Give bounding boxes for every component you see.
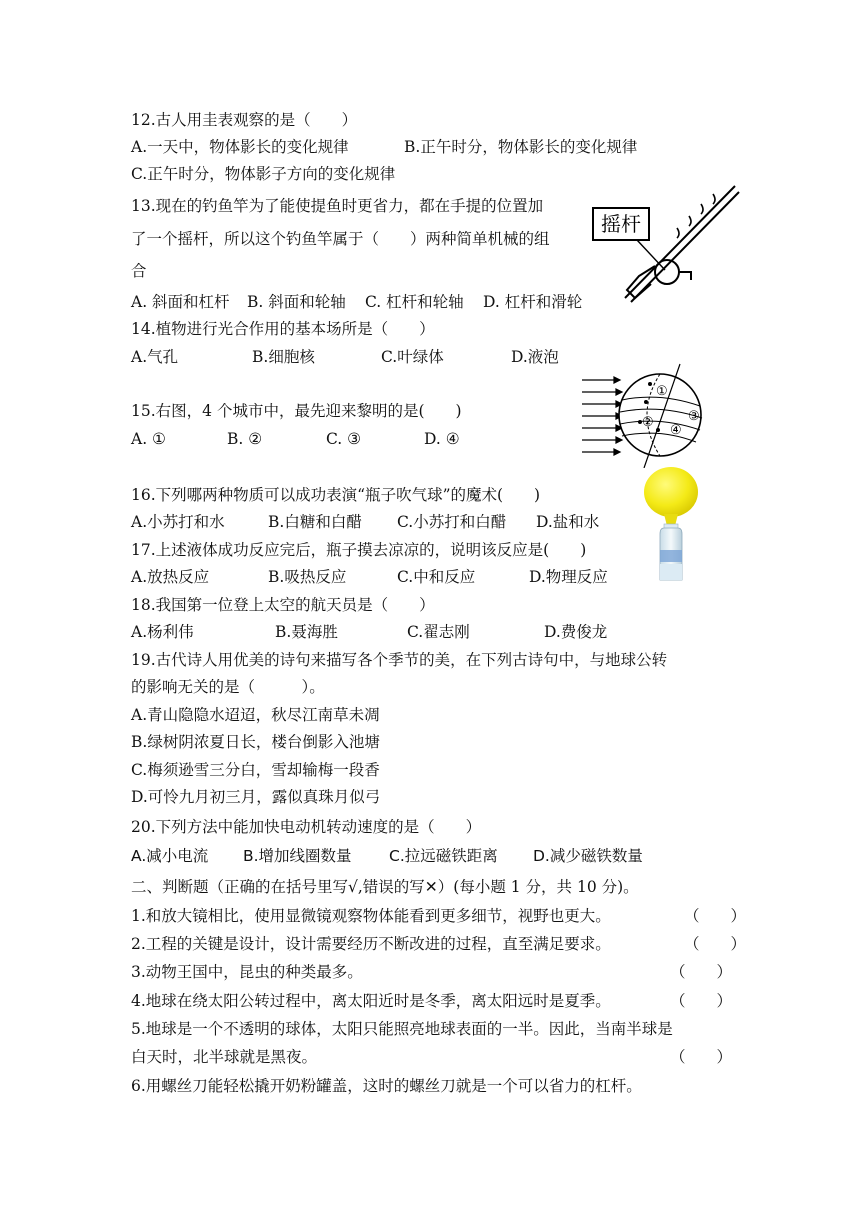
judge-answer-paren-4[interactable]: （ ）	[670, 992, 733, 1010]
judge-item-5-line2: 白天时，北半球就是黑夜。	[131, 1048, 318, 1066]
fishing-rod-figure	[585, 180, 745, 305]
q19-stem-line2: 的影响无关的是（ ）。	[131, 678, 325, 696]
q13-stem-line2: 了一个摇杆，所以这个钓鱼竿属于（ ）两种简单机械的组	[131, 230, 550, 248]
q17-stem: 17.上述液体成功反应完后，瓶子摸去凉凉的，说明该反应是( )	[131, 541, 587, 559]
q18-option-d: D.费俊龙	[544, 623, 608, 641]
q16-option-b: B.白糖和白醋	[268, 513, 362, 531]
q14-option-b: B.细胞核	[252, 348, 315, 366]
judge-answer-paren-2[interactable]: （ ）	[684, 935, 747, 953]
judge-item-6: 6.用螺丝刀能轻松撬开奶粉罐盖，这时的螺丝刀就是一个可以省力的杠杆。	[131, 1077, 642, 1095]
judge-item-5-line1: 5.地球是一个不透明的球体，太阳只能照亮地球表面的一半。因此，当南半球是	[131, 1020, 673, 1038]
globe-sunlight-figure	[578, 362, 718, 468]
q13-option-d: D. 杠杆和滑轮	[483, 293, 583, 311]
q16-stem: 16.下列哪两种物质可以成功表演“瓶子吹气球”的魔术( )	[131, 486, 541, 504]
q18-stem: 18.我国第一位登上太空的航天员是（ ）	[131, 596, 435, 614]
q15-option-d: D. ④	[424, 430, 460, 448]
q19-option-c: C.梅须逊雪三分白，雪却输梅一段香	[131, 761, 380, 779]
q15-stem: 15.右图，4 个城市中，最先迎来黎明的是( )	[131, 402, 462, 420]
q19-option-d: D.可怜九月初三月，露似真珠月似弓	[131, 788, 381, 806]
q17-option-b: B.吸热反应	[268, 568, 347, 586]
q15-option-b: B. ②	[227, 430, 263, 448]
q12-option-c: C.正午时分，物体影子方向的变化规律	[131, 165, 396, 183]
q20-option-a: A.减小电流	[131, 847, 209, 865]
q13-option-a: A. 斜面和杠杆	[131, 293, 230, 311]
q12-option-a: A.一天中，物体影长的变化规律	[131, 138, 349, 156]
q14-option-d: D.液泡	[511, 348, 559, 366]
q14-option-a: A.气孔	[131, 348, 179, 366]
q20-option-c: C.拉远磁铁距离	[389, 847, 498, 865]
q17-option-c: C.中和反应	[397, 568, 476, 586]
section2-heading: 二、判断题（正确的在括号里写√,错误的写✕）(每小题 1 分，共 10 分)。	[131, 878, 639, 896]
q18-option-c: C.翟志刚	[407, 623, 470, 641]
q16-option-d: D.盐和水	[536, 513, 600, 531]
q13-stem-line1: 13.现在的钓鱼竿为了能使提鱼时更省力，都在手提的位置加	[131, 197, 544, 215]
q19-option-a: A.青山隐隐水迢迢，秋尽江南草未凋	[131, 706, 380, 724]
judge-answer-paren-1[interactable]: （ ）	[684, 907, 747, 925]
q16-option-c: C.小苏打和白醋	[397, 513, 507, 531]
q17-option-d: D.物理反应	[529, 568, 608, 586]
q20-stem: 20.下列方法中能加快电动机转动速度的是（ ）	[131, 818, 482, 836]
judge-answer-paren-3[interactable]: （ ）	[670, 963, 733, 981]
q18-option-b: B.聂海胜	[275, 623, 338, 641]
q12-stem: 12.古人用圭表观察的是（ ）	[131, 111, 358, 129]
q20-option-d: D.减少磁铁数量	[533, 847, 643, 865]
q13-option-b: B. 斜面和轮轴	[247, 293, 346, 311]
globe-mark-4: ④	[670, 423, 682, 438]
q18-option-a: A.杨利伟	[131, 623, 194, 641]
q14-stem: 14.植物进行光合作用的基本场所是（ ）	[131, 320, 435, 338]
q12-option-b: B.正午时分，物体影长的变化规律	[404, 138, 638, 156]
globe-mark-2: ②	[642, 415, 654, 430]
q17-option-a: A.放热反应	[131, 568, 210, 586]
q19-option-b: B.绿树阴浓夏日长，楼台倒影入池塘	[131, 733, 380, 751]
q19-stem-line1: 19.古代诗人用优美的诗句来描写各个季节的美，在下列古诗句中，与地球公转	[131, 651, 668, 669]
judge-item-3: 3.动物王国中，昆虫的种类最多。	[131, 963, 363, 981]
judge-answer-paren-5[interactable]: （ ）	[670, 1048, 733, 1066]
globe-mark-1: ①	[656, 384, 668, 399]
q13-option-c: C. 杠杆和轮轴	[365, 293, 464, 311]
q15-option-a: A. ①	[131, 430, 166, 448]
q20-option-b: B.增加线圈数量	[243, 847, 352, 865]
q13-stem-line3: 合	[131, 262, 147, 280]
q16-option-a: A.小苏打和水	[131, 513, 225, 531]
judge-item-1: 1.和放大镜相比，使用显微镜观察物体能看到更多细节，视野也更大。	[131, 907, 611, 925]
fishing-rod-label: 摇杆	[601, 212, 641, 236]
judge-item-2: 2.工程的关键是设计，设计需要经历不断改进的过程，直至满足要求。	[131, 935, 611, 953]
q14-option-c: C.叶绿体	[381, 348, 444, 366]
q15-option-c: C. ③	[326, 430, 362, 448]
globe-mark-3: ③	[688, 409, 700, 424]
judge-item-4: 4.地球在绕太阳公转过程中，离太阳近时是冬季，离太阳远时是夏季。	[131, 992, 611, 1010]
balloon-bottle-figure	[640, 466, 702, 584]
sunlight-arrows	[582, 377, 622, 455]
